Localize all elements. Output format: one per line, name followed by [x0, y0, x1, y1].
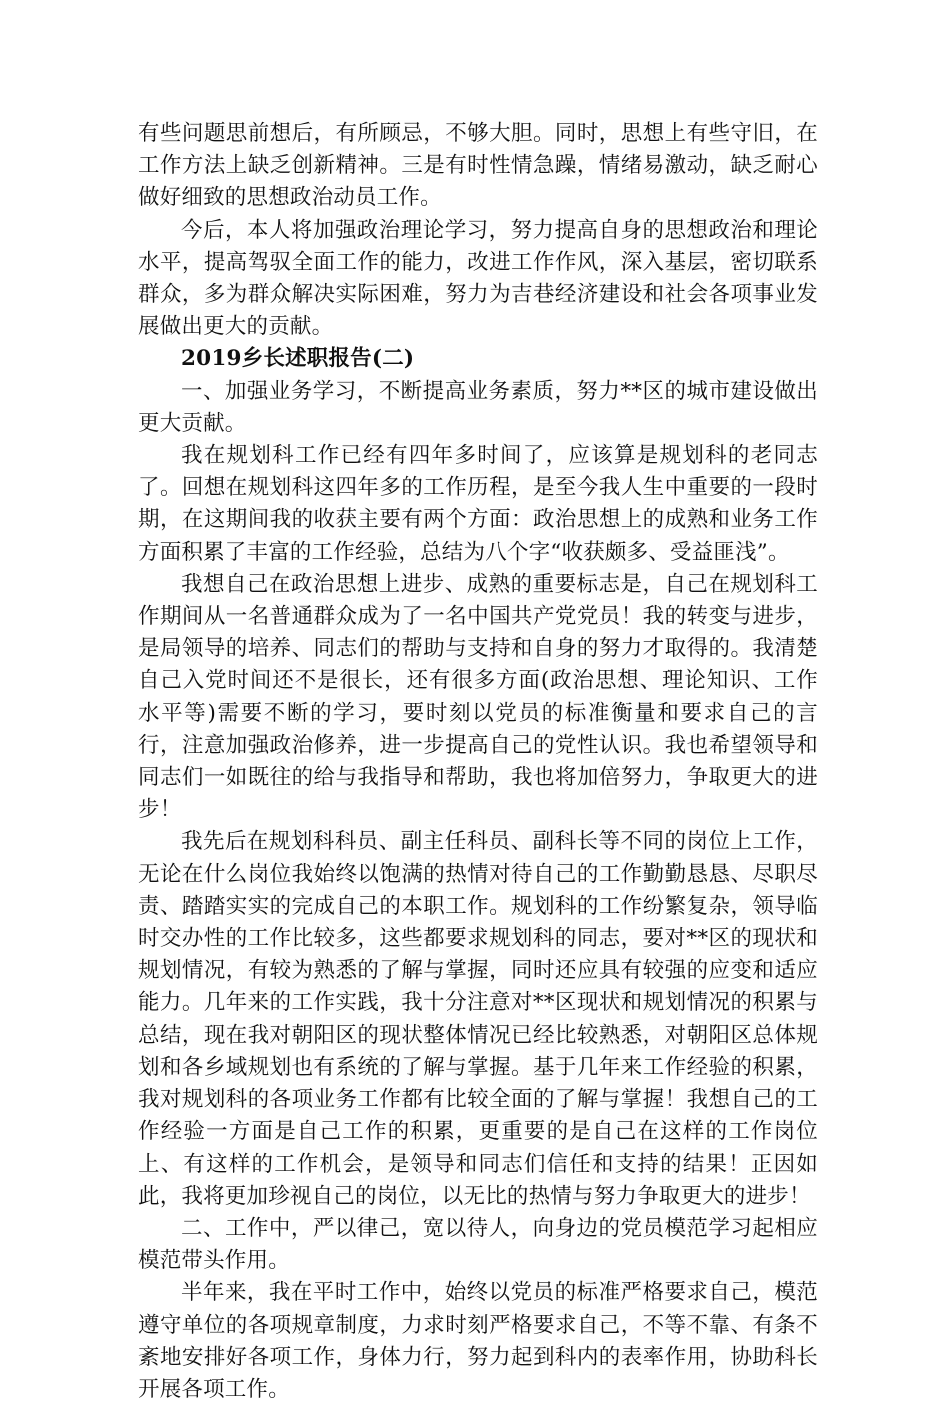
paragraph-political-growth: 我想自己在政治思想上进步、成熟的重要标志是，自己在规划科工作期间从一名普通群众成为了一名中国共产党党员！我的转变与进步，是局领导的培养、同志们的帮助与支持和自身的努力才取得的。我清楚自己入党时间还不是很长，还有很多方面(政治思想、理论知识、工作水平等)需要不断的学习，要时刻以党员的标准衡量和要求自己的言行，注意加强政治修养，进一步提高自己的党性认识。我也希望领导和同志们一如既往的给与我指导和帮助，我也将加倍努力，争取更大的进步！: [138, 571, 818, 823]
paragraph-point-two: 二、工作中，严以律己，宽以待人，向身边的党员模范学习起相应模范带头作用。: [138, 1215, 818, 1274]
document-page: [138, 118, 818, 1406]
paragraph-continuation: 有些问题思前想后，有所顾忌，不够大胆。同时，思想上有些守旧，在工作方法上缺乏创新精神。三是有时性情急躁，情绪易激动，缺乏耐心做好细致的思想政治动员工作。: [138, 121, 818, 211]
paragraph-work-positions: 我先后在规划科科员、副主任科员、副科长等不同的岗位上工作，无论在什么岗位我始终以饱满的热情对待自己的工作勤勤恳恳、尽职尽责、踏踏实实的完成自己的本职工作。规划科的工作纷繁复杂，领导临时交办性的工作比较多，这些都要求规划科的同志，要对**区的现状和规划情况，有较为熟悉的了解与掌握，同时还应具有较强的应变和适应能力。几年来的工作实践，我十分注意对**区现状和规划情况的积累与总结，现在我对朝阳区的现状整体情况已经比较熟悉，对朝阳区总体规划和各乡域规划也有系统的了解与掌握。基于几年来工作经验的积累，我对规划科的各项业务工作都有比较全面的了解与掌握！我想自己的工作经验一方面是自己工作的积累，更重要的是自己在这样的工作岗位上、有这样的工作机会，是领导和同志们信任和支持的结果！正因如此，我将更加珍视自己的岗位，以无比的热情与努力争取更大的进步！: [138, 829, 818, 1209]
paragraph-future-plans: 今后，本人将加强政治理论学习，努力提高自身的思想政治和理论水平，提高驾驭全面工作的能力，改进工作作风，深入基层，密切联系群众，多为群众解决实际困难，努力为吉巷经济建设和社会各项事业发展做出更大的贡献。: [138, 217, 818, 340]
paragraph-experience: 我在规划科工作已经有四年多时间了，应该算是规划科的老同志了。回想在规划科这四年多的工作历程，是至今我人生中重要的一段时期，在这期间我的收获主要有两个方面：政治思想上的成熟和业务工作方面积累了丰富的工作经验，总结为八个字“收获颇多、受益匪浅”。: [138, 443, 818, 565]
section-subtitle: 2019乡长述职报告(二): [181, 346, 415, 372]
paragraph-half-year: 半年来，我在平时工作中，始终以党员的标准严格要求自己，模范遵守单位的各项规章制度，力求时刻严格要求自己，不等不靠、有条不紊地安排好各项工作，身体力行，努力起到科内的表率作用，协助科长开展各项工作。: [138, 1280, 818, 1402]
paragraph-point-one: 一、加强业务学习，不断提高业务素质，努力**区的城市建设做出更大贡献。: [138, 378, 818, 436]
